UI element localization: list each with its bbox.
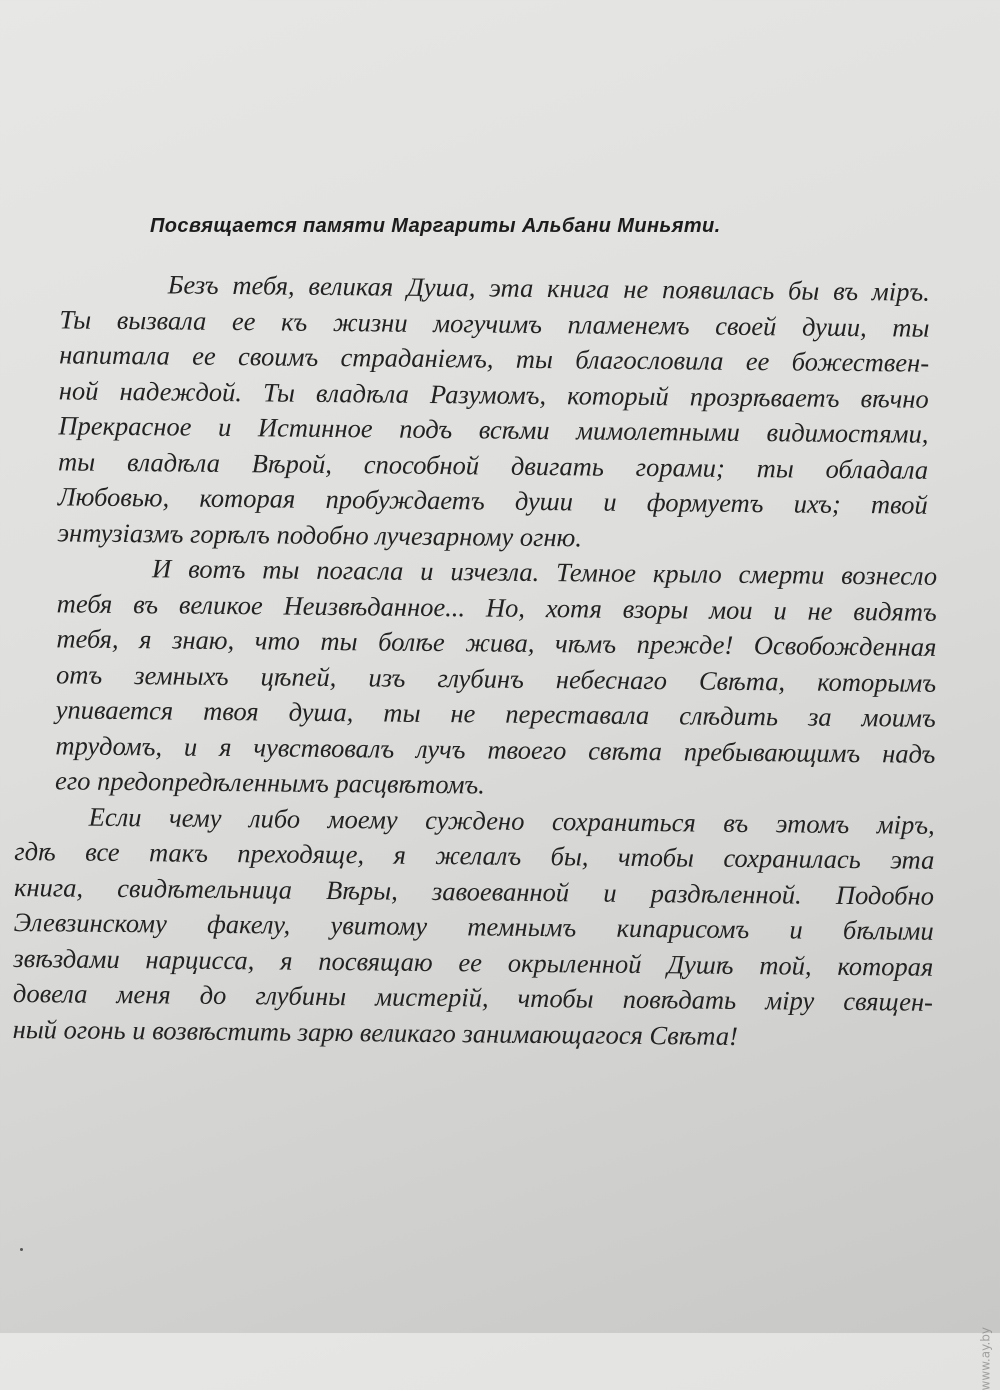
text-line: звѣздами нарцисса, я посвящаю ее окрыленной Душѣ той, которая xyxy=(13,942,934,982)
text-line: книга, свидѣтельница Вѣры, завоеванной и раздѣленной. Подобно xyxy=(13,871,935,911)
text-line: энтузіазмъ горѣлъ подобно лучезарному огню. xyxy=(57,516,583,552)
text-line: Прекрасное и Истинное подъ всѣми мимолетными видимостями, xyxy=(58,410,929,449)
text-line: гдѣ все такъ преходяще, я желалъ бы, чтобы сохранилась эта xyxy=(14,835,935,875)
site-watermark: www.ay.by xyxy=(978,1327,992,1390)
text-line: Если чему либо моему суждено сохраниться въ этомъ міръ, xyxy=(88,801,935,840)
text-line: довела меня до глубины мистерій, чтобы повѣдать міру священ- xyxy=(12,977,934,1017)
paragraph-3 xyxy=(13,798,935,1055)
text-line: ной надеждой. Ты владѣла Разумомъ, который прозрѣваетъ вѣчно xyxy=(58,374,929,414)
paragraph-1 xyxy=(57,266,930,558)
text-line: Ты вызвала ее къ жизни могучимъ пламенемъ своей души, ты xyxy=(59,303,930,343)
paragraph-2 xyxy=(55,550,937,807)
text-line: упивается твоя душа, ты не переставала слѣдить за моимъ xyxy=(55,694,936,733)
text-line: Элевзинскому факелу, увитому темнымъ кипарисомъ и бѣлыми xyxy=(13,906,934,946)
text-line: тебя въ великое Неизвѣданное... Но, хотя взоры мои и не видятъ xyxy=(56,587,937,627)
text-line: тебя, я знаю, что ты болѣе жива, чѣмъ прежде! Освобожденная xyxy=(56,623,937,662)
ink-speck xyxy=(20,1248,23,1251)
text-line: трудомъ, и я чувствовалъ лучъ твоего свѣта пребывающимъ надъ xyxy=(55,729,936,769)
text-line: Любовью, которая пробуждаетъ души и формуетъ ихъ; твой xyxy=(57,481,928,520)
text-line: И вотъ ты погасла и изчезла. Темное крыло смерти вознесло xyxy=(151,553,938,591)
text-line: ты владѣла Вѣрой, способной двигать горами; ты обладала xyxy=(57,445,929,485)
text-line: его предопредѣленнымъ расцвѣтомъ. xyxy=(54,765,485,800)
dedication-heading: Посвящается памяти Маргариты Альбани Миньяти. xyxy=(150,215,721,237)
dedication-text xyxy=(13,266,965,1056)
text-line: ный огонь и возвѣстить зарю великаго занимающагося Свѣта! xyxy=(12,1013,739,1051)
text-line: напитала ее своимъ страданіемъ, ты благословила ее божествен- xyxy=(59,339,930,378)
text-line: Безъ тебя, великая Душа, эта книга не появилась бы въ міръ. xyxy=(167,269,930,307)
text-line: отъ земныхъ цѣпей, изъ глубинъ небеснаго Свѣта, которымъ xyxy=(55,658,937,698)
